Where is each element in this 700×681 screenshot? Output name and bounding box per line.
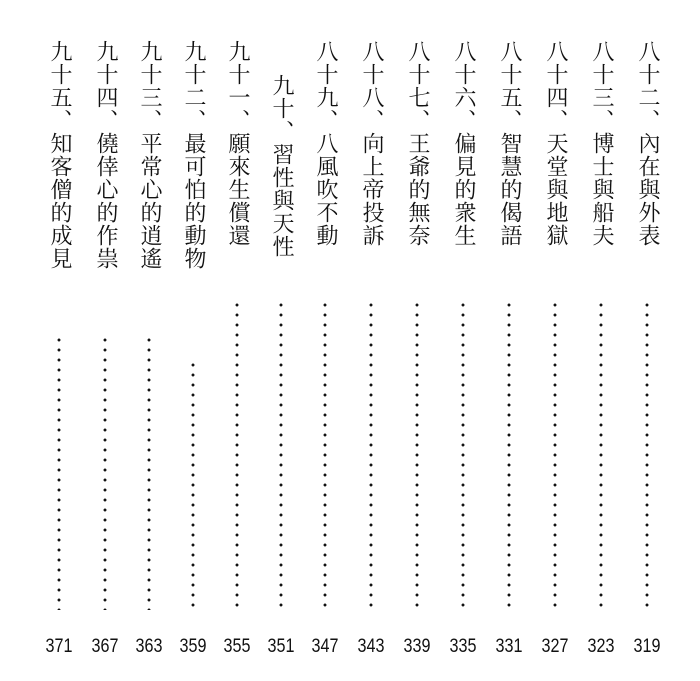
toc-entry-89[interactable] [308, 40, 342, 660]
toc-page-number: 331 [495, 636, 523, 657]
toc-page-number: 327 [541, 636, 569, 657]
toc-page-number: 363 [135, 636, 163, 657]
toc-entry-title: 八十六、偏見的衆生 [451, 40, 476, 247]
dot-leader [190, 360, 196, 610]
toc-entry-86[interactable] [446, 40, 480, 660]
toc-page-number: 347 [311, 636, 339, 657]
toc-entry-title: 八十八、向上帝投訴 [359, 40, 384, 247]
dot-leader [56, 335, 62, 610]
toc-page-number: 343 [357, 636, 385, 657]
toc-entry-82[interactable] [630, 40, 664, 660]
toc-page-number: 323 [587, 636, 615, 657]
dot-leader [322, 300, 328, 610]
dot-leader [146, 335, 152, 610]
dot-leader [506, 300, 512, 610]
toc-entry-title: 九十四、僥倖心的作祟 [93, 40, 118, 270]
dot-leader [598, 300, 604, 610]
toc-page-number: 351 [267, 636, 295, 657]
toc-page-number: 319 [633, 636, 661, 657]
toc-entry-94[interactable] [88, 40, 122, 660]
toc-entry-91[interactable] [220, 40, 254, 660]
toc-entry-title: 九十、習性與天性 [269, 74, 294, 258]
toc-entry-88[interactable] [354, 40, 388, 660]
toc-page-number: 359 [179, 636, 207, 657]
toc-entry-83[interactable] [584, 40, 618, 660]
dot-leader [102, 335, 108, 610]
toc-entry-title: 九十五、知客僧的成見 [47, 40, 72, 270]
toc-entry-92[interactable] [176, 40, 210, 660]
dot-leader [460, 300, 466, 610]
toc-entry-93[interactable] [132, 40, 166, 660]
dot-leader [644, 300, 650, 610]
toc-entry-title: 八十三、博士與船夫 [589, 40, 614, 247]
toc-entry-85[interactable] [492, 40, 526, 660]
toc-entry-title: 八十七、王爺的無奈 [405, 40, 430, 247]
dot-leader [368, 300, 374, 610]
toc-entry-title: 九十二、最可怕的動物 [181, 40, 206, 270]
toc-entry-title: 八十二、內在與外表 [635, 40, 660, 247]
dot-leader [234, 300, 240, 610]
toc-entry-title: 九十一、願來生償還 [225, 40, 250, 247]
dot-leader [414, 300, 420, 610]
dot-leader [552, 300, 558, 610]
toc-entry-87[interactable] [400, 40, 434, 660]
toc-page-number: 355 [223, 636, 251, 657]
toc-entry-95[interactable] [42, 40, 76, 660]
toc-page-number: 371 [45, 636, 73, 657]
toc-entry-title: 八十九、八風吹不動 [313, 40, 338, 247]
toc-entry-title: 九十三、平常心的逍遙 [137, 40, 162, 270]
dot-leader [278, 300, 284, 610]
toc-entry-title: 八十五、智慧的偈語 [497, 40, 522, 247]
toc-entry-title: 八十四、天堂與地獄 [543, 40, 568, 247]
toc-entry-84[interactable] [538, 40, 572, 660]
toc-page-number: 335 [449, 636, 477, 657]
toc-page-number: 367 [91, 636, 119, 657]
toc-entry-90[interactable] [264, 40, 298, 660]
toc-page-number: 339 [403, 636, 431, 657]
